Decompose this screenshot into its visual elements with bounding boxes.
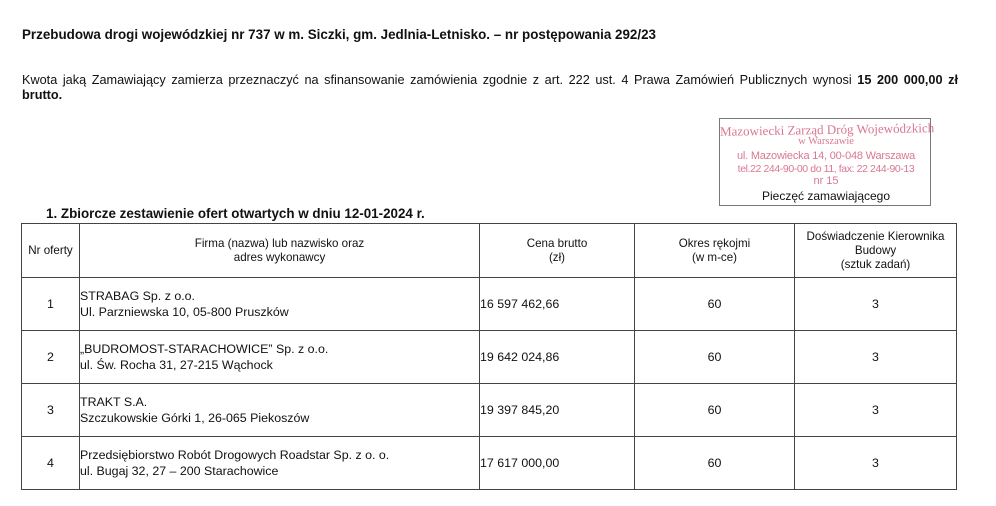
stamp-line-1: Mazowiecki Zarząd Dróg Wojewódzkich xyxy=(719,120,935,139)
document-title: Przebudowa drogi wojewódzkiej nr 737 w m. Siczki, gm. Jedlnia-Letnisko. – nr postępowania 292/23 xyxy=(22,27,656,42)
budget-amount: 15 200 000,00 zł brutto. xyxy=(22,73,958,102)
section-heading: 1. Zbiorcze zestawienie ofert otwartych w dniu 12-01-2024 r. xyxy=(46,206,425,221)
offer-price: 16 597 462,66 xyxy=(480,278,635,331)
firm-cell xyxy=(80,331,480,384)
stamp-line-5: nr 15 xyxy=(813,175,839,187)
offer-price: 17 617 000,00 xyxy=(480,437,635,490)
experience-count: 3 xyxy=(795,278,957,331)
firm-address: Ul. Parzniewska 10, 05-800 Pruszków xyxy=(80,305,289,319)
offers-table xyxy=(21,223,957,490)
firm-name: Przedsiębiorstwo Robót Drogowych Roadstar Sp. z o. o. xyxy=(80,448,390,462)
warranty-months: 60 xyxy=(635,331,795,384)
experience-count: 3 xyxy=(795,384,957,437)
warranty-months: 60 xyxy=(635,384,795,437)
contracting-authority-stamp xyxy=(719,118,935,206)
offer-number: 4 xyxy=(22,437,80,490)
header-price: Cena brutto (zł) xyxy=(480,224,635,278)
firm-address: ul. Św. Rocha 31, 27-215 Wąchock xyxy=(80,358,273,372)
offer-number: 1 xyxy=(22,278,80,331)
offer-price: 19 397 845,20 xyxy=(480,384,635,437)
experience-count: 3 xyxy=(795,437,957,490)
firm-name: „BUDROMOST-STARACHOWICE” Sp. z o.o. xyxy=(80,342,329,356)
offer-price: 19 642 024,86 xyxy=(480,331,635,384)
stamp-caption: Pieczęć zamawiającego xyxy=(761,189,891,203)
table-row xyxy=(22,278,957,331)
offer-number: 2 xyxy=(22,331,80,384)
firm-cell xyxy=(80,437,480,490)
header-firm: Firma (nazwa) lub nazwisko oraz adres wykonawcy xyxy=(80,224,480,278)
header-experience: Doświadczenie Kierownika Budowy (sztuk zadań) xyxy=(795,224,957,278)
firm-cell xyxy=(80,384,480,437)
budget-text: Kwota jaką Zamawiający zamierza przeznaczyć na sfinansowanie zamówienia zgodnie z art. 222 ust. 4 Prawa Zamówień Publicznych wynosi xyxy=(22,73,858,87)
stamp-line-3: ul. Mazowiecka 14, 00-048 Warszawa xyxy=(736,150,916,162)
firm-name: STRABAG Sp. z o.o. xyxy=(80,289,196,303)
offer-number: 3 xyxy=(22,384,80,437)
firm-address: ul. Bugaj 32, 27 – 200 Starachowice xyxy=(80,464,279,478)
table-row xyxy=(22,384,957,437)
header-offer-number: Nr oferty xyxy=(22,224,80,278)
header-warranty: Okres rękojmi (w m-ce) xyxy=(635,224,795,278)
firm-cell xyxy=(80,278,480,331)
firm-address: Szczukowskie Górki 1, 26-065 Piekoszów xyxy=(80,411,310,425)
warranty-months: 60 xyxy=(635,437,795,490)
firm-name: TRAKT S.A. xyxy=(80,395,148,409)
table-row xyxy=(22,437,957,490)
budget-paragraph xyxy=(22,73,958,103)
stamp-line-4: tel.22 244-90-00 do 11, fax: 22 244-90-13 xyxy=(737,163,915,175)
experience-count: 3 xyxy=(795,331,957,384)
stamp-line-2: w Warszawie xyxy=(798,136,854,147)
table-row xyxy=(22,331,957,384)
warranty-months: 60 xyxy=(635,278,795,331)
table-header-row xyxy=(22,224,957,278)
